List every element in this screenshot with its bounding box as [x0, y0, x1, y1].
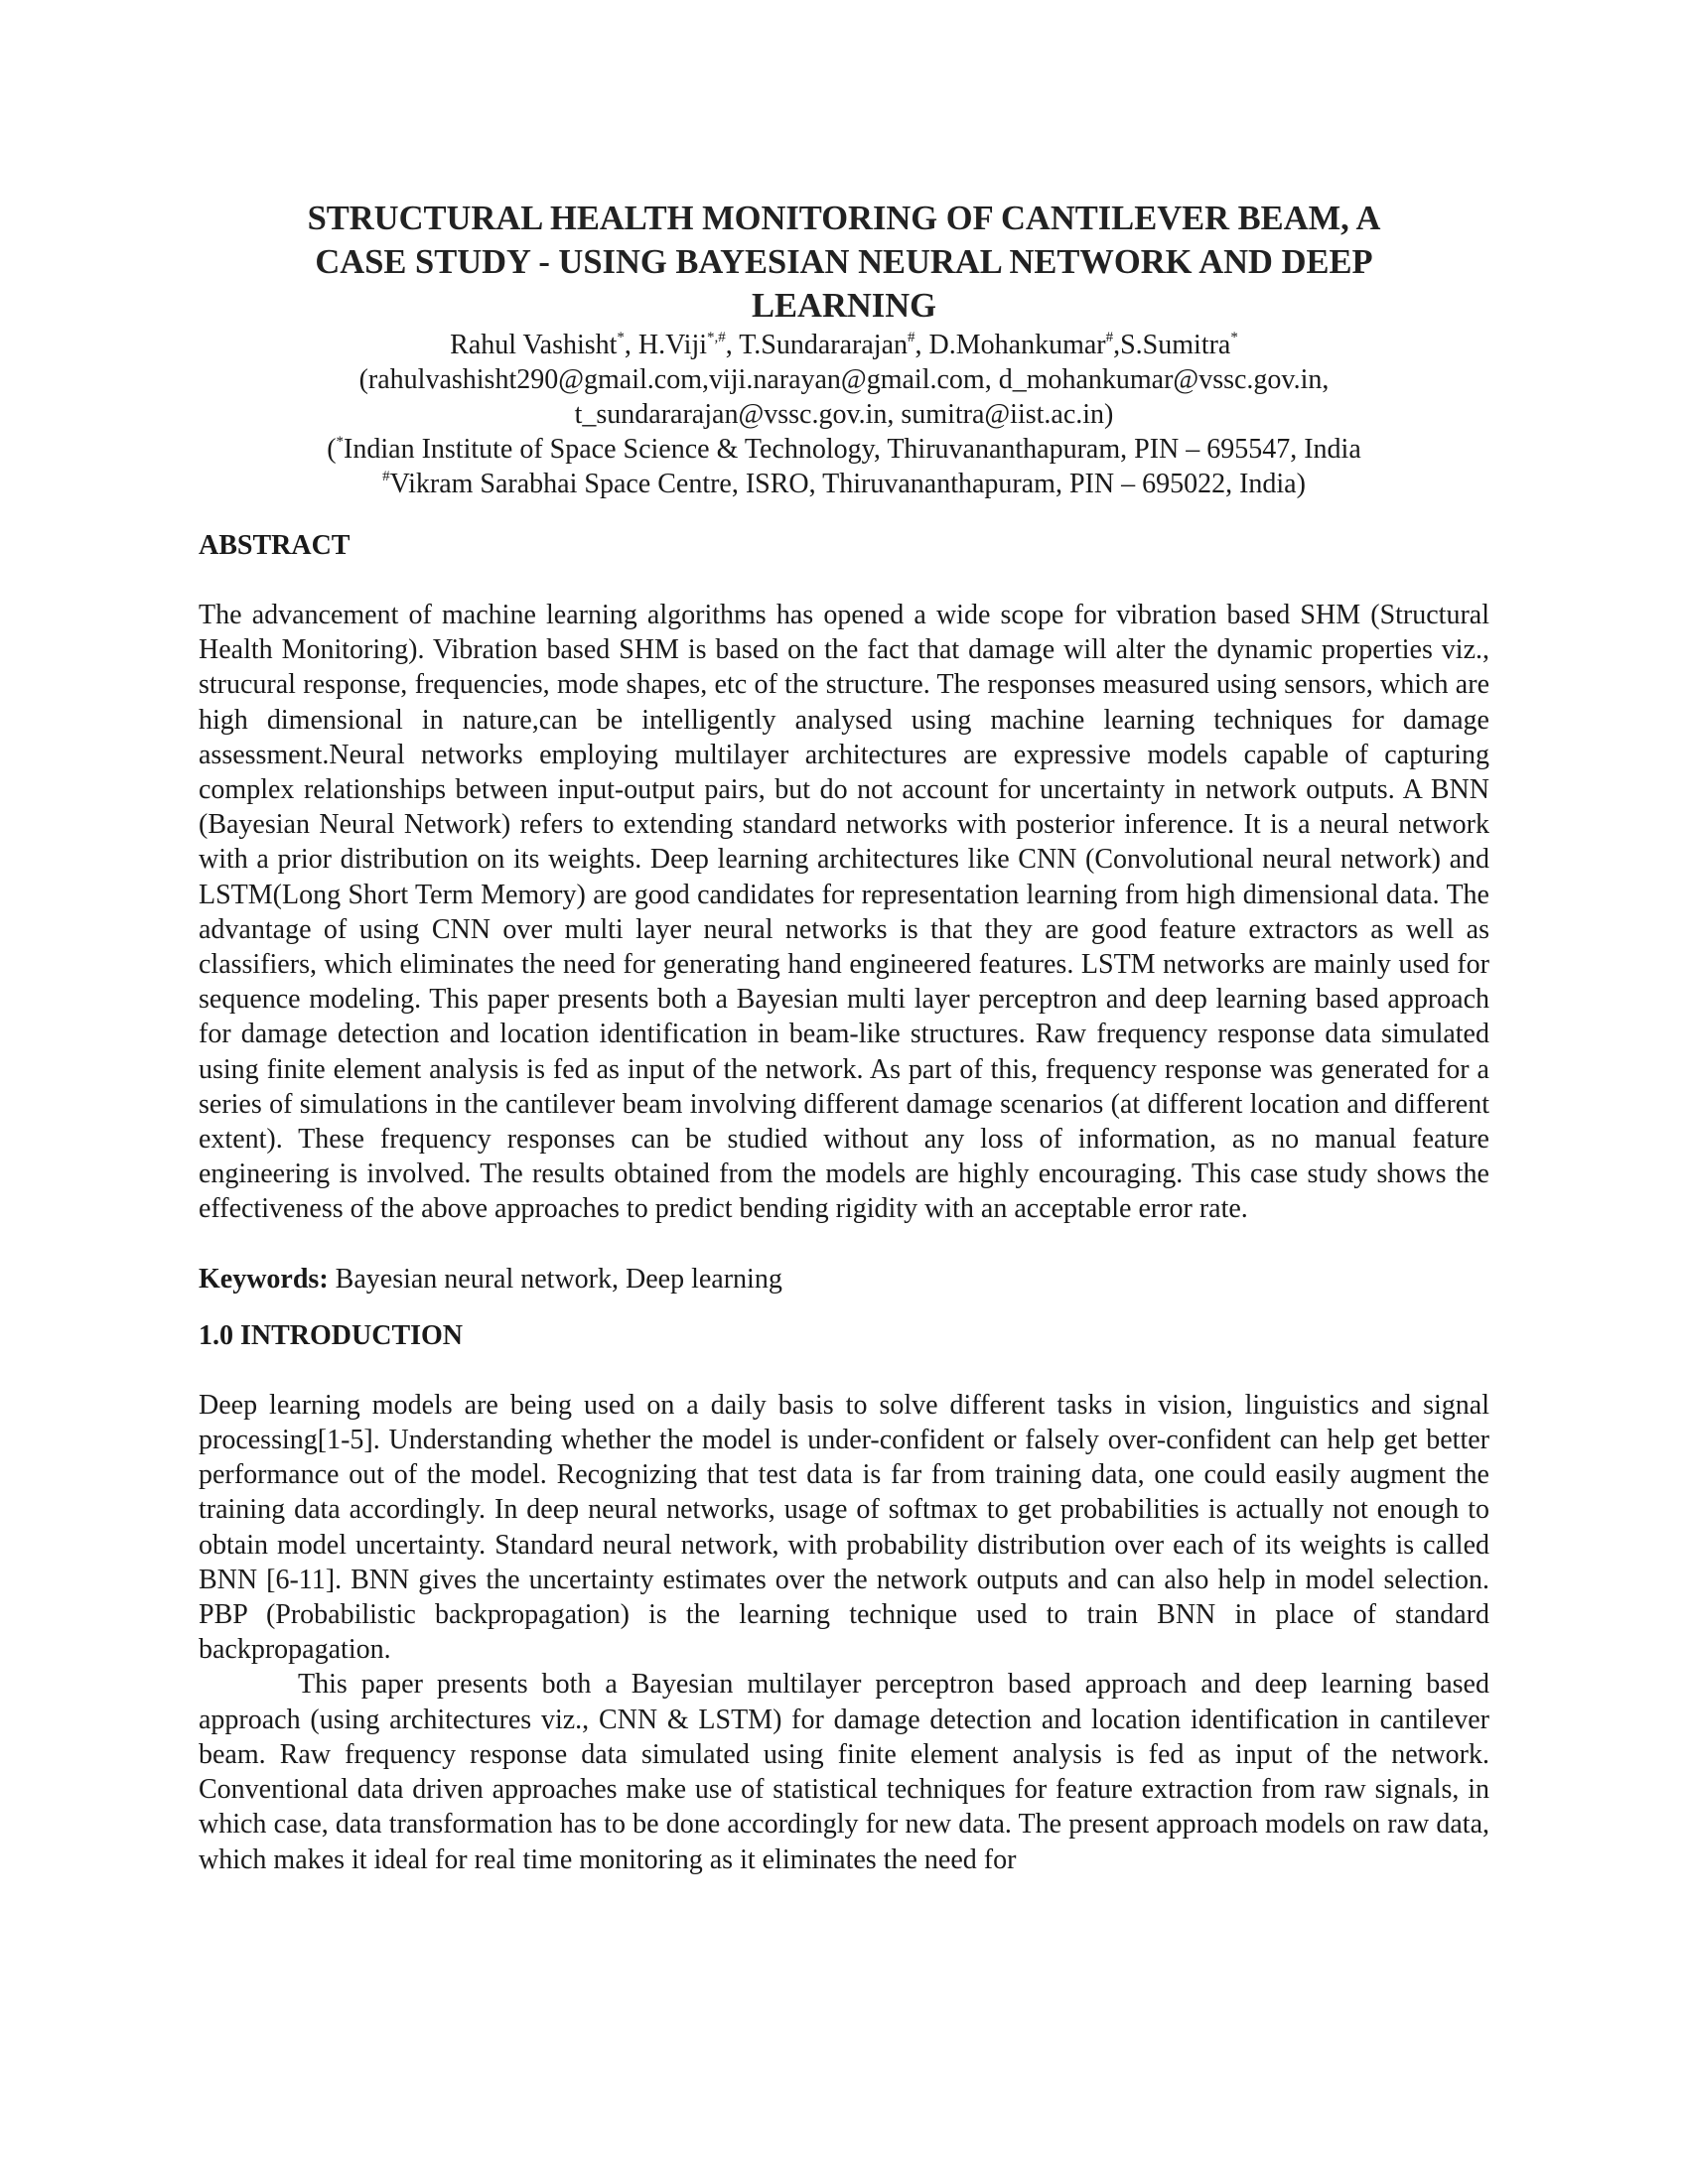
author-name: T.Sundararajan — [739, 330, 909, 360]
email-line: (rahulvashisht290@gmail.com,viji.narayan@gmail.com, d_mohankumar@vssc.gov.in, — [358, 364, 1330, 395]
keywords — [199, 1262, 1489, 1297]
author-mark: # — [1105, 330, 1114, 345]
author-separator: , — [624, 330, 638, 360]
paper-page — [199, 197, 1489, 1877]
affiliation-line — [199, 432, 1489, 467]
author-separator: , — [725, 330, 740, 360]
affiliation-text: Indian Institute of Space Science & Technology, Thiruvananthapuram, PIN – 695547, India — [344, 434, 1361, 465]
author-name: Rahul Vashisht — [450, 330, 618, 360]
introduction-heading: 1.0 INTRODUCTION — [199, 1319, 464, 1351]
intro-paragraph: Deep learning models are being used on a daily basis to solve different tasks in vision, linguistics and signal processing[1-5]. Understanding whether the model is under-confident or falsely over-confident can help get better performance out of the model. Recognizing that test data is far from training data, one could easily augment the training data accordingly. In deep neural networks, usage of softmax to get probabilities is actually not enough to obtain model uncertainty. Standard neural network, with probability distribution over each of its weights is called BNN [6-11]. BNN gives the uncertainty estimates over the network outputs and can also help in model selection. PBP (Probabilistic backpropagation) is the learning technique used to train BNN in place of standard backpropagation. — [199, 1389, 1489, 1666]
affiliation-line — [199, 467, 1489, 501]
author-separator: , — [914, 330, 929, 360]
author-separator: , — [1113, 330, 1121, 360]
author-mark: * — [1230, 330, 1238, 345]
paper-title — [199, 197, 1489, 328]
title-line: STRUCTURAL HEALTH MONITORING OF CANTILEVER BEAM, A — [307, 200, 1381, 237]
abstract-text: The advancement of machine learning algorithms has opened a wide scope for vibration based SHM (Structural Health Monitoring). Vibration based SHM is based on the fact that damage will alter the dynamic properties viz., strucural response, frequencies, mode shapes, etc of the structure. The responses measured using sensors, which are high dimensional in nature,can be intelligently analysed using machine learning techniques for damage assessment.Neural networks employing multilayer architectures are expressive models capable of capturing complex relationships between input-output pairs, but do not account for uncertainty in network outputs. A BNN (Bayesian Neural Network) refers to extending standard networks with posterior inference. It is a neural network with a prior distribution on its weights. Deep learning architectures like CNN (Convolutional neural network) and LSTM(Long Short Term Memory) are good candidates for representation learning from high dimensional data. The advantage of using CNN over multi layer neural networks is that they are good feature extractors as well as classifiers, which eliminates the need for generating hand engineered features. LSTM networks are mainly used for sequence modeling. This paper presents both a Bayesian multi layer perceptron and deep learning based approach for damage detection and location identification in beam-like structures. Raw frequency response data simulated using finite element analysis is fed as input of the network. As part of this, frequency response was generated for a series of simulations in the cantilever beam involving different damage scenarios (at different location and different extent). These frequency responses can be studied without any loss of information, as no manual feature engineering is involved. The results obtained from the models are highly encouraging. This case study shows the effectiveness of the above approaches to predict bending rigidity with an acceptable error rate. — [199, 600, 1489, 1225]
abstract-heading: ABSTRACT — [199, 530, 351, 561]
affiliation-mark: # — [382, 469, 390, 484]
affiliation-open-paren: ( — [327, 434, 337, 465]
keywords-text: Bayesian neural network, Deep learning — [328, 1263, 782, 1295]
affiliation-text: Vikram Sarabhai Space Centre, ISRO, Thiruvananthapuram, PIN – 695022, India) — [389, 469, 1306, 499]
author-mark: * — [617, 330, 625, 345]
intro-paragraph: This paper presents both a Bayesian multilayer perceptron based approach and deep learning based approach (using architectures viz., CNN & LSTM) for damage detection and location identification in cantilever beam. Raw frequency response data simulated using finite element analysis is fed as input of the network. Conventional data driven approaches make use of statistical techniques for feature extraction from raw signals, in which case, data transformation has to be done accordingly for new data. The present approach models on raw data, which makes it ideal for real time monitoring as it eliminates the need for — [199, 1669, 1489, 1875]
title-line: LEARNING — [752, 287, 936, 325]
author-mark: # — [908, 330, 915, 345]
author-mark: *,# — [707, 330, 726, 345]
author-name: H.Viji — [637, 330, 708, 360]
author-name: S.Sumitra — [1120, 330, 1231, 360]
affiliation-mark: * — [336, 434, 345, 450]
author-list — [199, 328, 1489, 362]
title-line: CASE STUDY - USING BAYESIAN NEURAL NETWORK AND DEEP — [315, 243, 1373, 281]
author-name: D.Mohankumar — [928, 330, 1106, 360]
keywords-label: Keywords: — [199, 1263, 329, 1295]
author-block — [199, 328, 1489, 501]
email-line: t_sundararajan@vssc.gov.in, sumitra@iist.ac.in) — [574, 399, 1114, 430]
